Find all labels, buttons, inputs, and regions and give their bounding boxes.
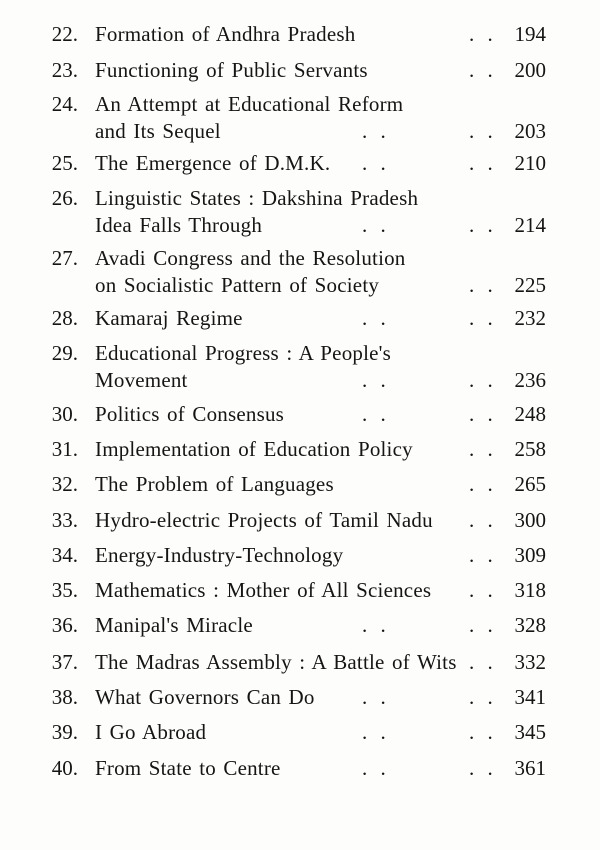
toc-entry-line [0,150,600,177]
dot-leader-right: . . [469,650,494,674]
dot-leader-right: . . [469,22,494,46]
dot-leader-right: . . [469,306,494,330]
chapter-title: I Go Abroad [95,720,207,744]
dot-leader-right: . . [469,613,494,637]
toc-entry-line [0,185,600,212]
chapter-title: Hydro-electric Projects of Tamil Nadu [95,508,433,532]
page-number: 361 [514,756,546,780]
page-number: 203 [514,119,546,143]
dot-leader-right: . . [469,543,494,567]
dot-leader-right: . . [469,368,494,392]
toc-entry-line [0,719,600,746]
page-number: 258 [514,437,546,461]
toc-entry-line [0,612,600,639]
chapter-title: Formation of Andhra Pradesh [95,22,356,46]
chapter-title: Energy-Industry-Technology [95,543,344,567]
chapter-number: 32. [51,472,78,496]
toc-entry-line [0,401,600,428]
dot-leader-right: . . [469,508,494,532]
dot-leader-right: . . [469,756,494,780]
toc-entry-line [0,542,600,569]
chapter-number: 40. [51,756,78,780]
chapter-title: Implementation of Education Policy [95,437,413,461]
toc-entry-line [0,649,600,676]
dot-leader-mid: . . [362,720,387,744]
chapter-title: Functioning of Public Servants [95,58,368,82]
page-number: 248 [514,402,546,426]
dot-leader-mid: . . [362,119,387,143]
dot-leader-right: . . [469,58,494,82]
chapter-title-continued: and Its Sequel [95,119,221,143]
chapter-number: 30. [51,402,78,426]
page-number: 194 [514,22,546,46]
chapter-number: 27. [51,246,78,270]
dot-leader-right: . . [469,437,494,461]
page-number: 225 [514,273,546,297]
dot-leader-right: . . [469,578,494,602]
toc-entry-line [0,305,600,332]
chapter-title: The Problem of Languages [95,472,334,496]
dot-leader-mid: . . [362,402,387,426]
chapter-number: 36. [51,613,78,637]
dot-leader-right: . . [469,685,494,709]
chapter-title: The Madras Assembly : A Battle of Wits [95,650,457,674]
chapter-number: 39. [51,720,78,744]
chapter-title: Linguistic States : Dakshina Pradesh [95,186,419,210]
toc-entry-line [0,684,600,711]
chapter-number: 37. [51,650,78,674]
dot-leader-mid: . . [362,685,387,709]
toc-entry-line [0,21,600,48]
chapter-number: 31. [51,437,78,461]
chapter-number: 23. [51,58,78,82]
chapter-title: Educational Progress : A People's [95,341,392,365]
chapter-title: Kamaraj Regime [95,306,243,330]
page-number: 332 [514,650,546,674]
toc-entry-line [0,367,600,394]
dot-leader-right: . . [469,119,494,143]
dot-leader-right: . . [469,402,494,426]
toc-entry-line [0,507,600,534]
toc-entry-line [0,118,600,145]
toc-entry-line [0,436,600,463]
toc-entry-line [0,57,600,84]
toc-entry-line [0,245,600,272]
dot-leader-right: . . [469,472,494,496]
dot-leader-mid: . . [362,613,387,637]
chapter-title: From State to Centre [95,756,281,780]
chapter-number: 28. [51,306,78,330]
dot-leader-mid: . . [362,306,387,330]
chapter-number: 35. [51,578,78,602]
page-number: 318 [514,578,546,602]
chapter-title: What Governors Can Do [95,685,315,709]
dot-leader-mid: . . [362,151,387,175]
chapter-title-continued: Idea Falls Through [95,213,263,237]
chapter-number: 34. [51,543,78,567]
page-number: 200 [514,58,546,82]
toc-entry-line [0,471,600,498]
chapter-title: An Attempt at Educational Reform [95,92,404,116]
toc-entry-line [0,340,600,367]
page-number: 236 [514,368,546,392]
toc-entry-line [0,755,600,782]
dot-leader-right: . . [469,273,494,297]
chapter-title: Mathematics : Mother of All Sciences [95,578,432,602]
page-number: 341 [514,685,546,709]
chapter-title: Politics of Consensus [95,402,285,426]
toc-entry-line [0,577,600,604]
dot-leader-mid: . . [362,213,387,237]
chapter-number: 22. [51,22,78,46]
page-number: 214 [514,213,546,237]
chapter-number: 26. [51,186,78,210]
dot-leader-mid: . . [362,368,387,392]
chapter-number: 38. [51,685,78,709]
chapter-title: Avadi Congress and the Resolution [95,246,406,270]
toc-entry-line [0,212,600,239]
page-number: 309 [514,543,546,567]
page-number: 345 [514,720,546,744]
chapter-number: 24. [51,92,78,116]
chapter-number: 33. [51,508,78,532]
chapter-title: The Emergence of D.M.K. [95,151,331,175]
dot-leader-right: . . [469,720,494,744]
dot-leader-right: . . [469,151,494,175]
page-number: 328 [514,613,546,637]
page-number: 300 [514,508,546,532]
chapter-number: 25. [51,151,78,175]
page-number: 210 [514,151,546,175]
page-number: 265 [514,472,546,496]
chapter-title-continued: on Socialistic Pattern of Society [95,273,380,297]
chapter-number: 29. [51,341,78,365]
page-number: 232 [514,306,546,330]
dot-leader-mid: . . [362,756,387,780]
chapter-title: Manipal's Miracle [95,613,253,637]
chapter-title-continued: Movement [95,368,188,392]
dot-leader-right: . . [469,213,494,237]
toc-entry-line [0,272,600,299]
toc-entry-line [0,91,600,118]
